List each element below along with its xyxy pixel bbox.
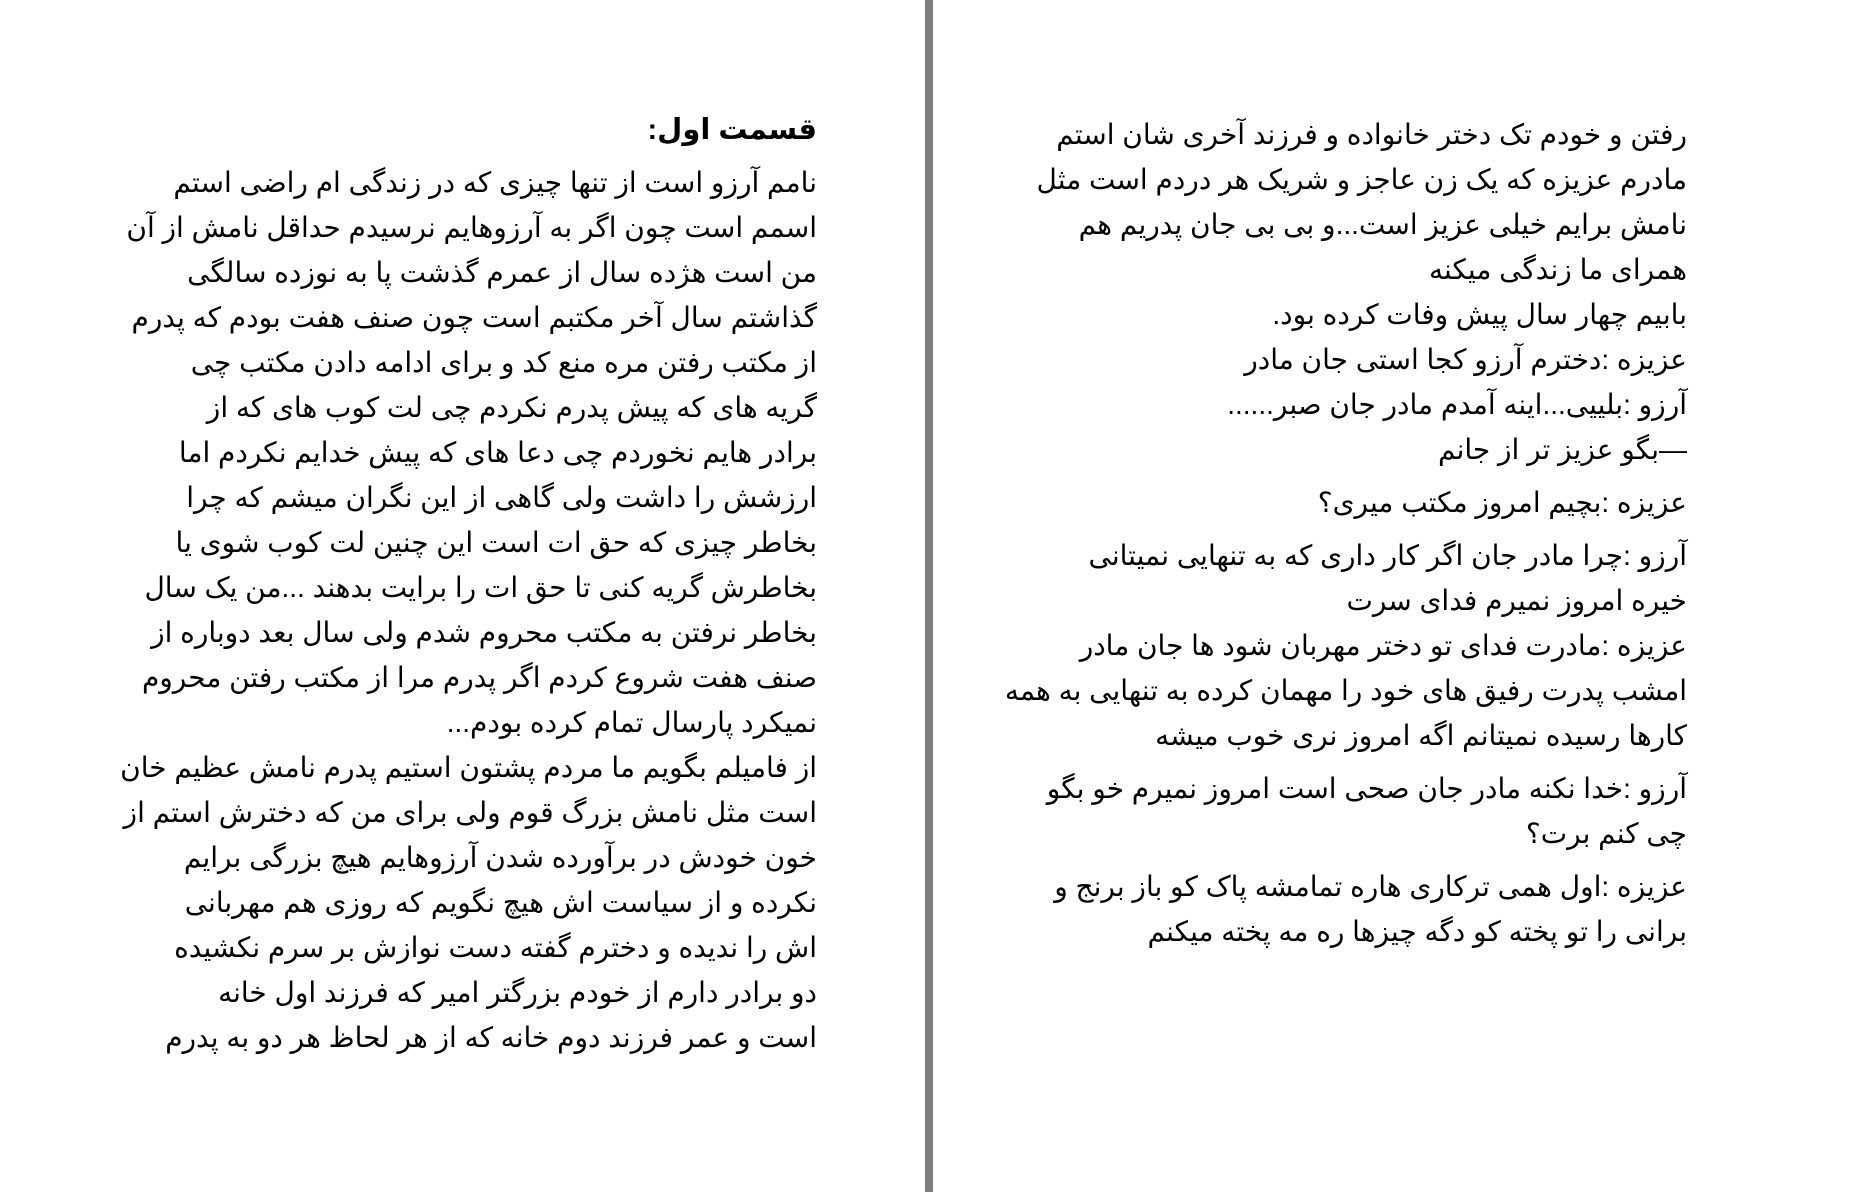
section-heading: قسمت اول: bbox=[647, 114, 817, 146]
text-line: مادرم عزیزه که یک زن عاجز و شریک هر دردم است مثل bbox=[1036, 164, 1687, 195]
text-line: از فامیلم بگویم ما مردم پشتون استیم پدرم نامش عظیم خان bbox=[120, 752, 817, 783]
text-line: نکرده و از سیاست اش هیچ نگویم که روزی هم مهربانی bbox=[184, 887, 817, 918]
dialogue-line: عزیزه :بچیم امروز مکتب میری؟ bbox=[1317, 487, 1687, 518]
left-page bbox=[0, 0, 925, 1192]
dialogue-line: آرزو :چرا مادر جان اگر کار داری که به تنهایی نمیتانی bbox=[1088, 540, 1687, 571]
dialogue-line: چی کنم برت؟ bbox=[1525, 818, 1687, 849]
dialogue-line: امشب پدرت رفیق های خود را مهمان کرده به تنهایی به همه bbox=[1004, 675, 1687, 706]
right-page bbox=[933, 0, 1852, 1192]
dialogue-line: عزیزه :مادرت فدای تو دختر مهربان شود ها جان مادر bbox=[1079, 630, 1687, 661]
text-line: بخاطر نرفتن به مکتب محروم شدم ولی سال بعد دوباره از bbox=[151, 617, 817, 648]
text-line: اسمم است چون اگر به آرزوهایم نرسیدم حداقل نامش از آن bbox=[126, 212, 817, 243]
text-line: نمیکرد پارسال تمام کرده بودم... bbox=[446, 707, 817, 738]
text-line: برادر هایم نخوردم چی دعا های که پیش خدایم نکردم اما bbox=[178, 437, 817, 468]
text-line: گذاشتم سال آخر مکتبم است چون صنف هفت بودم که پدرم bbox=[131, 302, 817, 333]
dialogue-line: —بگو عزیز تر از جانم bbox=[1437, 434, 1687, 465]
text-line: بخاطر چیزی که حق ات است این چنین لت کوب شوی یا bbox=[175, 527, 817, 558]
dialogue-line: خیره امروز نمیرم فدای سرت bbox=[1346, 585, 1687, 616]
text-line: است مثل نامش بزرگ قوم ولی برای من که دخترش استم از bbox=[123, 797, 817, 828]
dialogue-line: کارها رسیده نمیتانم اگه امروز نری خوب میشه bbox=[1155, 720, 1687, 751]
text-line: بخاطرش گریه کنی تا حق ات را برایت بدهند ...من یک سال bbox=[144, 572, 817, 603]
left-page-text bbox=[77, 108, 817, 1060]
text-line: است و عمر فرزند دوم خانه که از هر لحاظ هر دو به پدرم bbox=[165, 1022, 817, 1053]
dialogue-line: آرزو :خدا نکنه مادر جان صحی است امروز نمیرم خو بگو bbox=[1046, 773, 1687, 804]
text-line: صنف هفت شروع کردم اگر پدرم مرا از مکتب رفتن محروم bbox=[141, 662, 817, 693]
text-line: دو برادر دارم از خودم بزرگتر امیر که فرزند اول خانه bbox=[218, 977, 817, 1008]
text-line: اش را ندیده و دخترم گفته دست نوازش بر سرم نکشیده bbox=[174, 932, 817, 963]
text-line: رفتن و خودم تک دختر خانواده و فرزند آخری شان استم bbox=[1056, 119, 1687, 150]
text-line: همرای ما زندگی میکنه bbox=[1428, 254, 1687, 285]
text-line: نامم آرزو است از تنها چیزی که در زندگی ام راضی استم bbox=[173, 167, 817, 198]
dialogue-line: برانی را تو پخته کو دگه چیزها ره مه پخته میکنم bbox=[1147, 916, 1687, 947]
text-line: ارزشش را داشت ولی گاهی از این نگران میشم که چرا bbox=[186, 482, 817, 513]
text-line: من است هژده سال از عمرم گذشت پا به نوزده سالگی bbox=[187, 257, 817, 288]
page-divider bbox=[925, 0, 933, 1192]
text-line: خون خودش در برآورده شدن آرزوهایم هیچ بزرگی برایم bbox=[183, 842, 817, 873]
text-line: گریه های که پیش پدرم نکردم چی لت کوب های که از bbox=[206, 392, 817, 423]
right-page-text bbox=[947, 112, 1687, 954]
dialogue-line: عزیزه :دخترم آرزو کجا استی جان مادر bbox=[1244, 344, 1687, 375]
text-line: بابیم چهار سال پیش وفات کرده بود. bbox=[1272, 299, 1687, 330]
text-line: از مکتب رفتن مره منع کد و برای ادامه دادن مکتب چی bbox=[190, 347, 817, 378]
text-line: نامش برایم خیلی عزیز است...و بی بی جان پدریم هم bbox=[1078, 209, 1687, 240]
dialogue-line: آرزو :بلییی...اینه آمدم مادر جان صبر...... bbox=[1227, 389, 1687, 420]
dialogue-line: عزیزه :اول همی ترکاری هاره تمامشه پاک کو باز برنج و bbox=[1054, 871, 1687, 902]
